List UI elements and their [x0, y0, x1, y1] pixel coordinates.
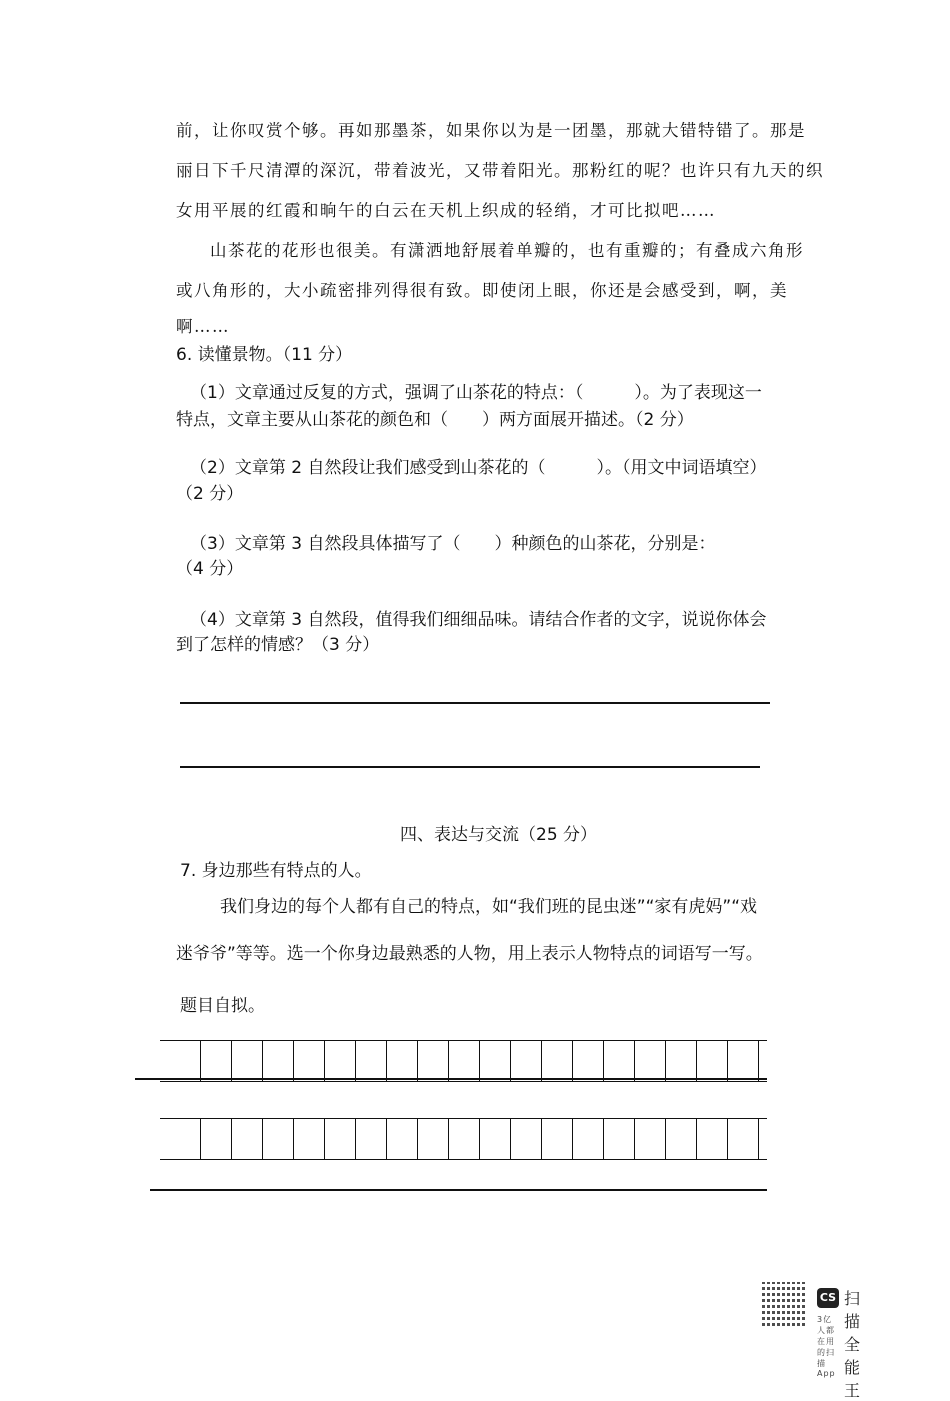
grid-cell[interactable] [603, 1119, 604, 1159]
grid-cell[interactable] [603, 1041, 604, 1081]
grid-cell[interactable] [417, 1119, 418, 1159]
section-heading: 四、表达与交流（25 分） [400, 825, 598, 845]
grid-cell[interactable] [665, 1041, 666, 1081]
passage-line: 山茶花的花形也很美。有潇洒地舒展着单瓣的，也有重瓣的；有叠成六角形 [210, 241, 804, 260]
passage-line: 或八角形的，大小疏密排列得很有致。即使闭上眼，你还是会感受到，啊，美 [176, 281, 788, 300]
writing-grid-row[interactable] [160, 1040, 767, 1082]
cs-logo-icon: CS [817, 1288, 839, 1308]
q7-prompt: 题目自拟。 [180, 996, 265, 1016]
grid-cell[interactable] [448, 1119, 449, 1159]
grid-cell[interactable] [293, 1119, 294, 1159]
q6-4-line1: （4）文章第 3 自然段，值得我们细细品味。请结合作者的文字，说说你体会 [190, 610, 767, 630]
grid-cell[interactable] [479, 1119, 480, 1159]
answer-line[interactable] [180, 702, 770, 704]
grid-cell[interactable] [696, 1119, 697, 1159]
grid-cell[interactable] [355, 1119, 356, 1159]
grid-cell[interactable] [293, 1041, 294, 1081]
passage-line: 啊…… [176, 317, 230, 336]
grid-cell[interactable] [386, 1119, 387, 1159]
grid-cell[interactable] [665, 1119, 666, 1159]
grid-cell[interactable] [448, 1041, 449, 1081]
grid-cell[interactable] [727, 1041, 728, 1081]
q6-1-line2: 特点，文章主要从山茶花的颜色和（ ）两方面展开描述。（2 分） [176, 410, 694, 430]
grid-cell[interactable] [696, 1041, 697, 1081]
grid-rule [135, 1078, 767, 1080]
grid-cell[interactable] [355, 1041, 356, 1081]
q6-3-line1: （3）文章第 3 自然段具体描写了（ ）种颜色的山茶花，分别是： [190, 534, 716, 554]
grid-cell[interactable] [634, 1041, 635, 1081]
grid-cell[interactable] [572, 1041, 573, 1081]
grid-cell[interactable] [479, 1041, 480, 1081]
grid-cell[interactable] [727, 1119, 728, 1159]
grid-cell[interactable] [386, 1041, 387, 1081]
grid-cell[interactable] [634, 1119, 635, 1159]
q6-1-line1: （1）文章通过反复的方式，强调了山茶花的特点：（ ）。为了表现这一 [190, 383, 762, 403]
grid-cell[interactable] [262, 1041, 263, 1081]
grid-cell[interactable] [200, 1041, 201, 1081]
grid-cell[interactable] [510, 1119, 511, 1159]
grid-cell[interactable] [510, 1041, 511, 1081]
grid-cell[interactable] [572, 1119, 573, 1159]
grid-cell[interactable] [541, 1041, 542, 1081]
q7-prompt: 迷爷爷”等等。选一个你身边最熟悉的人物，用上表示人物特点的词语写一写。 [176, 944, 763, 964]
grid-cell[interactable] [231, 1119, 232, 1159]
q6-3-line2: （4 分） [176, 559, 244, 579]
grid-cell[interactable] [324, 1041, 325, 1081]
q6-2-line2: （2 分） [176, 484, 244, 504]
qr-code-icon [762, 1282, 806, 1326]
passage-line: 前，让你叹赏个够。再如那墨茶，如果你以为是一团墨，那就大错特错了。那是 [176, 121, 806, 140]
q6-4-line2: 到了怎样的情感？（3 分） [176, 635, 380, 655]
brand-name: 扫描全能王 [844, 1289, 861, 1400]
answer-line[interactable] [180, 766, 760, 768]
q6-2-line1: （2）文章第 2 自然段让我们感受到山茶花的（ ）。（用文中词语填空） [190, 458, 767, 478]
passage-line: 女用平展的红霞和晌午的白云在天机上织成的轻绡，才可比拟吧…… [176, 201, 716, 220]
grid-cell[interactable] [200, 1119, 201, 1159]
grid-cell[interactable] [231, 1041, 232, 1081]
grid-rule [150, 1189, 767, 1191]
q6-title: 6. 读懂景物。（11 分） [176, 345, 353, 365]
grid-cell[interactable] [324, 1119, 325, 1159]
passage-line: 丽日下千尺清潭的深沉，带着波光，又带着阳光。那粉红的呢？也许只有九天的织 [176, 161, 824, 180]
grid-cell[interactable] [758, 1119, 759, 1159]
grid-cell[interactable] [262, 1119, 263, 1159]
grid-cell[interactable] [417, 1041, 418, 1081]
q7-title: 7. 身边那些有特点的人。 [180, 861, 372, 881]
grid-cell[interactable] [541, 1119, 542, 1159]
brand-slogan: 3亿人都在用的扫描App [817, 1315, 836, 1378]
grid-cell[interactable] [758, 1041, 759, 1081]
q7-prompt: 我们身边的每个人都有自己的特点，如“我们班的昆虫迷”“家有虎妈”“戏 [220, 897, 758, 917]
writing-grid-row[interactable] [160, 1118, 767, 1160]
